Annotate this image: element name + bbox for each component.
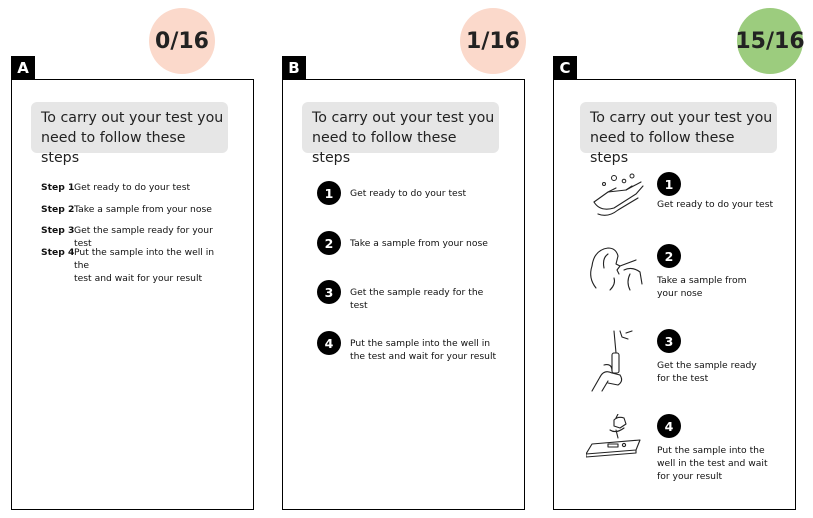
- step-text: Take a sample from your nose: [74, 204, 212, 215]
- panel-label-c: C: [553, 56, 577, 80]
- step-number-badge: 4: [317, 331, 341, 355]
- step-key: Step 2: [41, 204, 75, 215]
- step-text: [350, 337, 500, 363]
- step-number-badge: 1: [657, 172, 681, 196]
- step-text-line: your nose: [657, 288, 703, 299]
- step-key: Step 3: [41, 225, 75, 236]
- sample-tube-illustration-icon: [586, 329, 646, 395]
- step-text: Get ready to do your test: [74, 182, 191, 193]
- step-number-badge: 2: [317, 231, 341, 255]
- header-line-2: need to follow these steps: [41, 130, 186, 166]
- step-text-line: Put the sample into the well in the: [74, 247, 215, 271]
- step-number-badge: 4: [657, 414, 681, 438]
- step-number-badge: 1: [317, 181, 341, 205]
- step-text-line: Get ready to do your test: [657, 199, 774, 210]
- header-line-1: To carry out your test you: [41, 110, 224, 126]
- test-cassette-illustration-icon: [586, 414, 648, 470]
- panel-a: [11, 79, 254, 510]
- step-number-badge: 3: [657, 329, 681, 353]
- panel-b-header: [302, 102, 499, 166]
- panel-label-a: A: [11, 56, 35, 80]
- panel-label-b: B: [282, 56, 306, 80]
- nose-swab-illustration-icon: [586, 244, 650, 296]
- step-text: [657, 359, 777, 385]
- step-text: [74, 246, 224, 285]
- step-1: [586, 172, 786, 242]
- step-text-line: Put the sample into the well in: [350, 338, 491, 349]
- step-4: [41, 246, 224, 285]
- score-badge-b: 1/16: [460, 8, 526, 74]
- step-text: [657, 274, 777, 300]
- step-4: [586, 414, 786, 484]
- hand-washing-illustration-icon: [586, 172, 646, 222]
- step-text: [657, 444, 777, 483]
- header-line-1: To carry out your test you: [590, 110, 773, 126]
- step-text: Take a sample from your nose: [350, 238, 488, 249]
- step-1: [41, 181, 224, 194]
- step-number-badge: 2: [657, 244, 681, 268]
- step-text: Get the sample ready for the test: [350, 287, 484, 311]
- score-badge-a: 0/16: [149, 8, 215, 74]
- header-line-2: need to follow these steps: [312, 130, 457, 166]
- step-text-line: the test and wait for your result: [350, 351, 497, 362]
- step-text-line: Get the sample ready: [657, 360, 757, 371]
- step-text-line: test and wait for your result: [74, 273, 203, 284]
- step-text-line: Take a sample from: [657, 275, 747, 286]
- step-2: [41, 203, 224, 216]
- step-text: Get the sample ready for your test: [74, 225, 213, 249]
- step-number-badge: 3: [317, 280, 341, 304]
- step-key: Step 1: [41, 182, 75, 193]
- header-line-1: To carry out your test you: [312, 110, 495, 126]
- header-line-2: need to follow these steps: [590, 130, 735, 166]
- step-text-line: well in the test and wait: [657, 458, 768, 469]
- step-text-line: for your result: [657, 471, 723, 482]
- step-text: Get ready to do your test: [350, 188, 467, 199]
- panel-b: [282, 79, 525, 510]
- panel-c: [553, 79, 796, 510]
- step-text: [657, 198, 777, 211]
- score-badge-c: 15/16: [737, 8, 803, 74]
- panel-c-header: [580, 102, 777, 166]
- step-2: [586, 244, 786, 314]
- step-key: Step 4: [41, 247, 75, 258]
- step-3: [586, 329, 786, 399]
- step-text-line: for the test: [657, 373, 709, 384]
- panel-a-header: [31, 102, 228, 166]
- step-text-line: Put the sample into the: [657, 445, 765, 456]
